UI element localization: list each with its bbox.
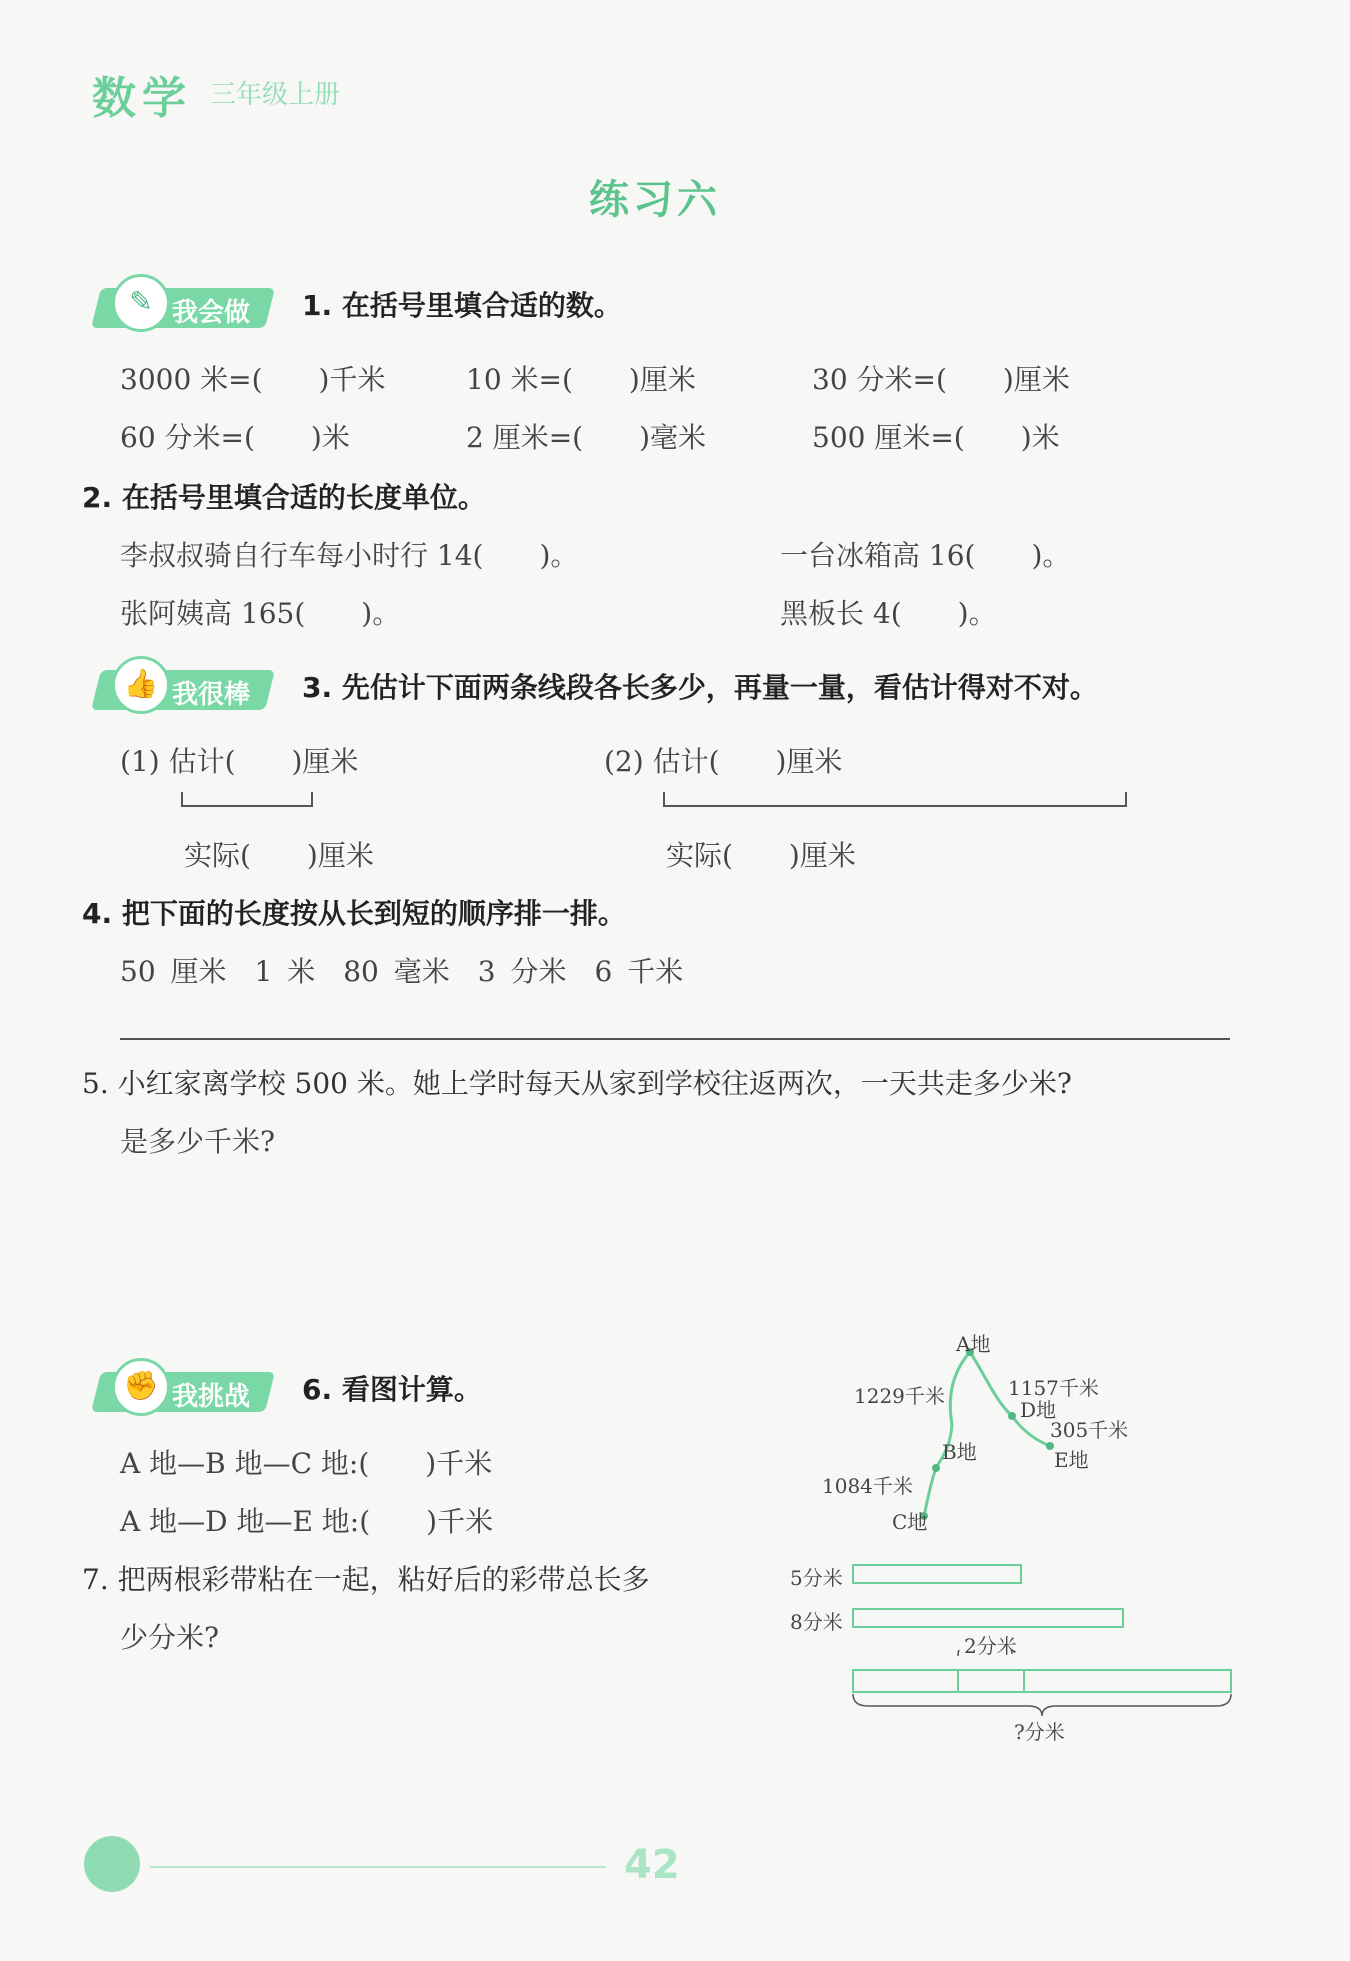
badge-i-can-do: ✎ 我会做 <box>88 278 270 330</box>
thumbs-up-icon: 👍 <box>112 656 170 714</box>
q3-actual-2: 实际( )厘米 <box>666 839 856 872</box>
segment-1 <box>182 792 312 806</box>
q6-stem: 6. 看图计算。 <box>302 1373 482 1406</box>
map-b-label: B地 <box>942 1440 977 1464</box>
q1-item: 500 厘米=( )米 <box>812 421 1060 454</box>
q3-segments <box>170 786 1130 816</box>
q6-item-2: A 地—D 地—E 地:( )千米 <box>120 1505 494 1538</box>
answer-line <box>120 1038 1230 1040</box>
q4-stem: 4. 把下面的长度按从长到短的顺序排一排。 <box>82 897 626 930</box>
pencil-icon: ✎ <box>112 274 170 332</box>
map-bc-distance: 1084千米 <box>822 1474 913 1498</box>
q2-item: 一台冰箱高 16( )。 <box>780 539 1071 572</box>
q1-item: 3000 米=( )千米 <box>120 363 386 396</box>
overlap-label: 2分米 <box>964 1634 1017 1658</box>
q3-stem: 3. 先估计下面两条线段各长多少，再量一量，看估计得对不对。 <box>302 671 1098 704</box>
segment-2 <box>664 792 1126 806</box>
q5-line-1: 5. 小红家离学校 500 米。她上学时每天从家到学校往返两次，一天共走多少米? <box>82 1067 1072 1100</box>
q1-item: 60 分米=( )米 <box>120 421 350 454</box>
q4-items: 50 厘米 1 米 80 毫米 3 分米 6 千米 <box>120 955 684 988</box>
q7-line-2: 少分米? <box>120 1621 220 1654</box>
map-de-distance: 305千米 <box>1050 1418 1129 1442</box>
q2-item: 黑板长 4( )。 <box>780 597 997 630</box>
ribbon-2 <box>852 1608 1124 1628</box>
q1-item: 30 分米=( )厘米 <box>812 363 1070 396</box>
total-length-label: ?分米 <box>1014 1720 1065 1744</box>
route-a-b-c <box>924 1352 970 1516</box>
ribbon-2-label: 8分米 <box>790 1610 843 1634</box>
page-number: 42 <box>624 1842 680 1888</box>
fist-icon: ✊ <box>112 1358 170 1416</box>
q1-item: 2 厘米=( )毫米 <box>466 421 707 454</box>
q3-estimate-2: (2) 估计( )厘米 <box>604 745 843 778</box>
header-grade: 三年级上册 <box>210 80 341 110</box>
q2-stem: 2. 在括号里填合适的长度单位。 <box>82 481 486 514</box>
map-ab-distance: 1229千米 <box>854 1384 945 1408</box>
badge-challenge: ✊ 我挑战 <box>88 1362 270 1414</box>
q7-line-1: 7. 把两根彩带粘在一起，粘好后的彩带总长多 <box>82 1563 650 1596</box>
header-subject: 数学 <box>92 73 192 124</box>
ribbon-1 <box>852 1564 1022 1584</box>
map-a-label: A地 <box>956 1332 991 1356</box>
page-title: 练习六 <box>589 176 721 223</box>
ribbon-1-label: 5分米 <box>790 1566 843 1590</box>
q6-item-1: A 地—B 地—C 地:( )千米 <box>120 1447 493 1480</box>
q1-stem: 1. 在括号里填合适的数。 <box>302 289 622 322</box>
q1-item: 10 米=( )厘米 <box>466 363 696 396</box>
q2-item: 李叔叔骑自行车每小时行 14( )。 <box>120 539 579 572</box>
q3-estimate-1: (1) 估计( )厘米 <box>120 745 359 778</box>
map-c-label: C地 <box>892 1510 928 1534</box>
mascot-icon <box>84 1836 140 1892</box>
q3-actual-1: 实际( )厘米 <box>184 839 374 872</box>
map-e-label: E地 <box>1054 1448 1089 1472</box>
map-d-label: D地 <box>1020 1398 1057 1422</box>
q2-item: 张阿姨高 165( )。 <box>120 597 401 630</box>
map-ad-distance: 1157千米 <box>1008 1376 1099 1400</box>
footer-rule <box>150 1866 606 1868</box>
q5-line-2: 是多少千米? <box>120 1125 276 1158</box>
badge-great: 👍 我很棒 <box>88 660 270 712</box>
